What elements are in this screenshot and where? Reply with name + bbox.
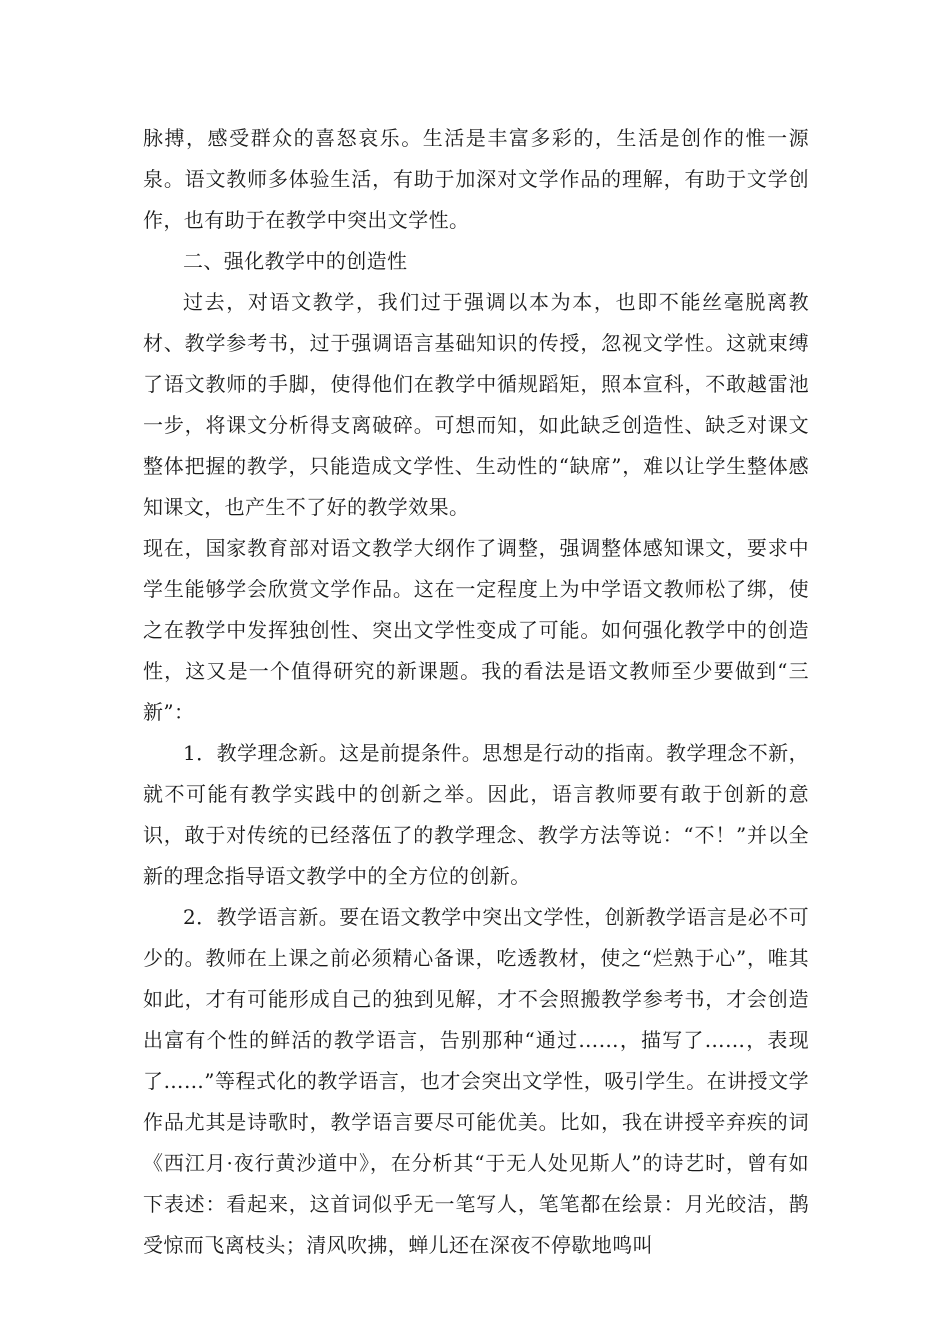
- section-heading: 二、强化教学中的创造性: [183, 249, 408, 273]
- document-body: [143, 118, 809, 1266]
- paragraph-past: 过去，对语文教学，我们过于强调以本为本，也即不能丝毫脱离教材、教学参考书，过于强调语言基础知识的传授，忽视文学性。这就束缚了语文教师的手脚，使得他们在教学中循规蹈矩，照本宣科，不敢越雷池一步，将课文分析得支离破碎。可想而知，如此缺乏创造性、缺乏对课文整体把握的教学，只能造成文学性、生动性的“缺席”，难以让学生整体感知课文，也产生不了好的教学效果。: [143, 290, 809, 519]
- paragraph-now: 现在，国家教育部对语文教学大纲作了调整，强调整体感知课文，要求中学生能够学会欣赏文学作品。这在一定程度上为中学语文教师松了绑，使之在教学中发挥独创性、突出文学性变成了可能。如何强化教学中的创造性，这又是一个值得研究的新课题。我的看法是语文教师至少要做到“三新”：: [143, 536, 809, 724]
- paragraph-point-1: 1．教学理念新。这是前提条件。思想是行动的指南。教学理念不新，就不可能有教学实践中的创新之举。因此，语言教师要有敢于创新的意识，敢于对传统的已经落伍了的教学理念、教学方法等说：“不！”并以全新的理念指导语文教学中的全方位的创新。: [143, 741, 809, 888]
- paragraph-intro: 脉搏，感受群众的喜怒哀乐。生活是丰富多彩的，生活是创作的惟一源泉。语文教师多体验生活，有助于加深对文学作品的理解，有助于文学创作，也有助于在教学中突出文学性。: [143, 126, 809, 232]
- paragraph-point-2: 2．教学语言新。要在语文教学中突出文学性，创新教学语言是必不可少的。教师在上课之前必须精心备课，吃透教材，使之“烂熟于心”，唯其如此，才有可能形成自己的独到见解，才不会照搬教学参考书，才会创造出富有个性的鲜活的教学语言，告别那种“通过……，描写了……，表现了……”等程式化的教学语言，也才会突出文学性，吸引学生。在讲授文学作品尤其是诗歌时，教学语言要尽可能优美。比如，我在讲授辛弃疾的词《西江月·夜行黄沙道中》，在分析其“于无人处见斯人”的诗艺时，曾有如下表述：看起来，这首词似乎无一笔写人，笔笔都在绘景：月光皎洁，鹊受惊而飞离枝头；清风吹拂，蝉儿还在深夜不停歇地鸣叫: [143, 905, 809, 1257]
